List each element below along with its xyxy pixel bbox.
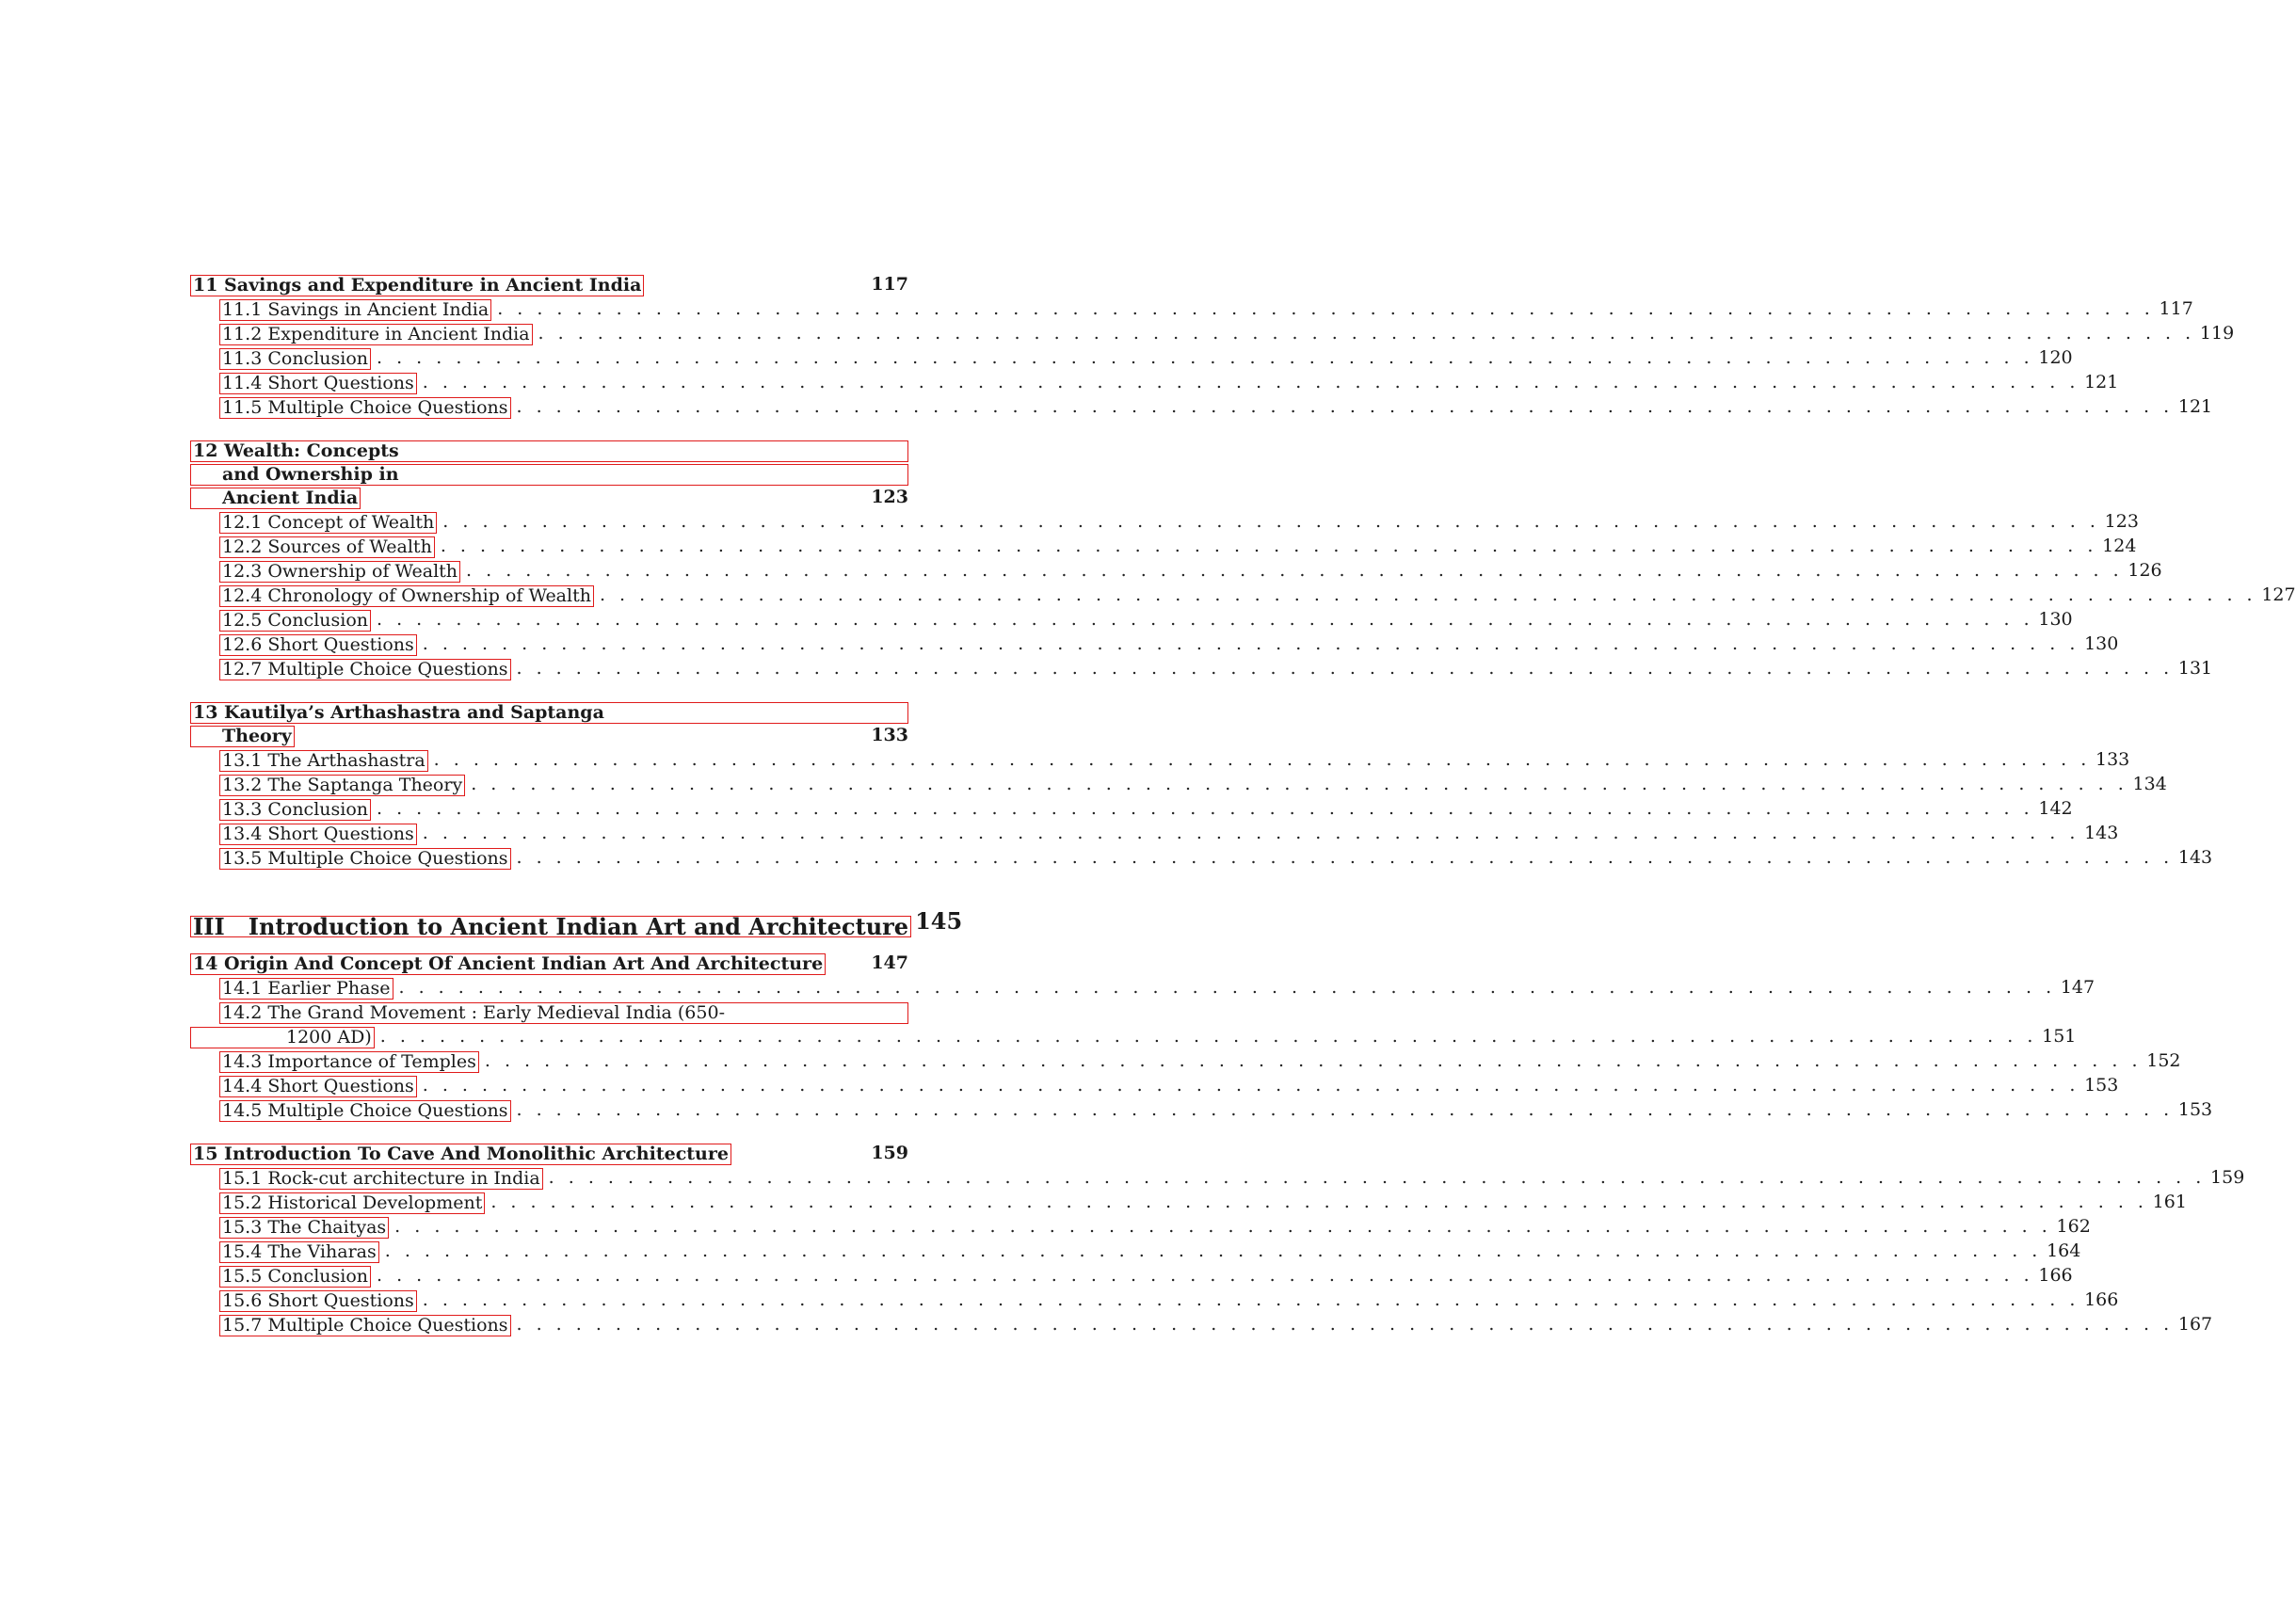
toc-chapter-15: [190, 1141, 908, 1165]
chapter-14-link[interactable]: 14 Origin And Concept Of Ancient Indian Art And Architecture: [190, 953, 826, 975]
chapter-13-link-line1[interactable]: 13 Kautilya’s Arthashastra and Saptanga: [190, 702, 908, 724]
leader-dots: [465, 772, 2124, 796]
toc-section: [190, 1288, 2119, 1312]
section-link[interactable]: 15.7 Multiple Choice Questions: [219, 1315, 511, 1336]
toc-section: [190, 1190, 2187, 1214]
page-number: 133: [871, 725, 908, 745]
toc-section: [190, 747, 2130, 772]
toc-section: [190, 607, 2073, 632]
leader-dots: [375, 1024, 2033, 1048]
section-link[interactable]: 12.2 Sources of Wealth: [219, 536, 435, 558]
chapter-15-link[interactable]: 15 Introduction To Cave And Monolithic Architecture: [190, 1144, 731, 1165]
section-link[interactable]: 11.5 Multiple Choice Questions: [219, 397, 511, 419]
page-number: 133: [2095, 749, 2130, 770]
chapter-12-link-line1[interactable]: 12 Wealth: Concepts: [190, 440, 908, 462]
page-number: 123: [871, 487, 908, 507]
section-link[interactable]: 14.4 Short Questions: [219, 1076, 417, 1097]
part-3-link[interactable]: III Introduction to Ancient Indian Art and Architecture: [190, 916, 911, 937]
section-link[interactable]: 15.2 Historical Development: [219, 1192, 485, 1214]
toc-chapter-11: [190, 272, 908, 296]
section-link[interactable]: 13.4 Short Questions: [219, 824, 417, 845]
leader-dots: [511, 1097, 2170, 1122]
section-link[interactable]: 11.4 Short Questions: [219, 373, 417, 394]
section-link[interactable]: 15.1 Rock-cut architecture in India: [219, 1168, 543, 1190]
toc-chapter-13-cont: [190, 724, 908, 747]
section-link[interactable]: 14.3 Importance of Temples: [219, 1051, 479, 1073]
leader-dots: [511, 394, 2170, 419]
leader-dots: [371, 1263, 2030, 1288]
toc-section: [190, 1239, 2081, 1263]
section-link[interactable]: 15.3 The Chaityas: [219, 1217, 389, 1239]
section-link[interactable]: 12.4 Chronology of Ownership of Wealth: [219, 585, 594, 607]
page-number: 167: [2177, 1314, 2213, 1335]
page-number: 151: [2042, 1026, 2077, 1047]
page-number: 119: [2199, 323, 2235, 344]
page-number: 166: [2084, 1289, 2119, 1310]
page-number: 124: [2102, 536, 2137, 556]
section-link[interactable]: 15.5 Conclusion: [219, 1266, 371, 1288]
leader-dots: [417, 632, 2076, 656]
page-number: 153: [2084, 1075, 2119, 1096]
chapter-12-link-line2[interactable]: and Ownership in: [190, 464, 908, 486]
leader-dots: [379, 1239, 2038, 1263]
section-link[interactable]: 13.3 Conclusion: [219, 799, 371, 821]
toc-chapter-13: [190, 699, 908, 724]
leader-dots: [543, 1165, 2202, 1190]
toc-part-3: [190, 905, 963, 940]
page-number: 130: [2084, 633, 2119, 654]
leader-dots: [479, 1048, 2138, 1073]
chapter-12-link-line3[interactable]: Ancient India: [190, 488, 361, 509]
toc-section: [190, 1000, 908, 1024]
page-number: 153: [2177, 1099, 2213, 1120]
page-number: 134: [2132, 774, 2167, 794]
leader-dots: [485, 1190, 2143, 1214]
page-number: 161: [2152, 1192, 2187, 1212]
section-link[interactable]: 13.2 The Saptanga Theory: [219, 775, 465, 796]
toc-section-cont: [190, 1024, 2077, 1048]
section-link[interactable]: 12.7 Multiple Choice Questions: [219, 659, 511, 680]
leader-dots: [511, 845, 2170, 870]
leader-dots: [371, 345, 2030, 370]
section-link[interactable]: 15.4 The Viharas: [219, 1241, 379, 1263]
toc-chapter-12-cont: [190, 462, 908, 486]
toc-section: [190, 975, 2095, 1000]
leader-dots: [594, 583, 2253, 607]
page-number: 123: [2104, 511, 2139, 532]
page-number: 159: [871, 1143, 908, 1163]
page-number: 142: [2038, 798, 2073, 819]
toc-section: [190, 1263, 2073, 1288]
toc-section: [190, 370, 2119, 394]
toc-section: [190, 509, 2139, 534]
page-number: 147: [871, 952, 908, 973]
section-link[interactable]: 14.1 Earlier Phase: [219, 978, 393, 1000]
toc-section: [190, 1048, 2181, 1073]
toc-section: [190, 632, 2119, 656]
toc-section: [190, 656, 2213, 680]
page-number: 162: [2056, 1216, 2091, 1237]
section-link[interactable]: 14.2 The Grand Movement : Early Medieval India (650-: [219, 1002, 908, 1024]
leader-dots: [417, 1288, 2076, 1312]
toc-section: [190, 534, 2137, 558]
leader-dots: [460, 558, 2119, 583]
page-number: 117: [2159, 298, 2193, 319]
toc-section: [190, 796, 2073, 821]
section-link[interactable]: 12.5 Conclusion: [219, 610, 371, 632]
leader-dots: [417, 370, 2076, 394]
leader-dots: [491, 296, 2150, 321]
page-number: 152: [2146, 1050, 2181, 1071]
toc-section: [190, 772, 2167, 796]
toc-section: [190, 321, 2235, 345]
leader-dots: [435, 534, 2094, 558]
chapter-13-link-line2[interactable]: Theory: [190, 726, 295, 747]
page-number: 147: [2060, 977, 2095, 998]
page-number: 127: [2261, 584, 2296, 605]
page-number: 159: [2210, 1167, 2245, 1188]
leader-dots: [389, 1214, 2047, 1239]
page-number: 117: [871, 274, 908, 295]
leader-dots: [371, 607, 2030, 632]
chapter-11-link[interactable]: 11 Savings and Expenditure in Ancient India: [190, 275, 644, 296]
leader-dots: [511, 656, 2170, 680]
toc-chapter-14: [190, 951, 908, 975]
section-link[interactable]: 12.1 Concept of Wealth: [219, 512, 437, 534]
page-number: 166: [2038, 1265, 2073, 1286]
toc-section: [190, 1312, 2213, 1336]
toc-section: [190, 1073, 2119, 1097]
leader-dots: [417, 1073, 2076, 1097]
section-link[interactable]: 12.6 Short Questions: [219, 634, 417, 656]
toc-section: [190, 1165, 2245, 1190]
toc-section: [190, 296, 2193, 321]
leader-dots: [533, 321, 2192, 345]
toc-chapter-12-cont: [190, 486, 908, 509]
page-number: 131: [2177, 658, 2213, 679]
toc-section: [190, 345, 2073, 370]
toc-section: [190, 1214, 2091, 1239]
table-of-contents: [190, 272, 2296, 1336]
toc-section: [190, 394, 2213, 419]
leader-dots: [417, 821, 2076, 845]
page-number: 143: [2177, 847, 2213, 868]
page-number: 130: [2038, 609, 2073, 630]
section-link[interactable]: 13.5 Multiple Choice Questions: [219, 848, 511, 870]
page-number: 145: [915, 907, 963, 935]
section-link[interactable]: 15.6 Short Questions: [219, 1290, 417, 1312]
section-link[interactable]: 13.1 The Arthashastra: [219, 750, 428, 772]
section-link[interactable]: 11.2 Expenditure in Ancient India: [219, 324, 533, 345]
leader-dots: [511, 1312, 2170, 1336]
toc-section: [190, 1097, 2213, 1122]
toc-section: [190, 845, 2213, 870]
toc-section: [190, 583, 2296, 607]
leader-dots: [437, 509, 2095, 534]
page-number: 120: [2038, 347, 2073, 368]
leader-dots: [428, 747, 2087, 772]
section-link[interactable]: 11.1 Savings in Ancient India: [219, 299, 491, 321]
leader-dots: [371, 796, 2030, 821]
section-link[interactable]: 1200 AD): [190, 1027, 375, 1048]
section-link[interactable]: 11.3 Conclusion: [219, 348, 371, 370]
page-number: 121: [2084, 372, 2119, 392]
toc-section: [190, 821, 2119, 845]
page-number: 164: [2047, 1240, 2081, 1261]
section-link[interactable]: 14.5 Multiple Choice Questions: [219, 1100, 511, 1122]
toc-chapter-12: [190, 438, 908, 462]
page-number: 126: [2127, 560, 2162, 581]
section-link[interactable]: 12.3 Ownership of Wealth: [219, 561, 460, 583]
toc-section: [190, 558, 2162, 583]
page-number: 143: [2084, 823, 2119, 843]
leader-dots: [393, 975, 2052, 1000]
page-number: 121: [2177, 396, 2213, 417]
